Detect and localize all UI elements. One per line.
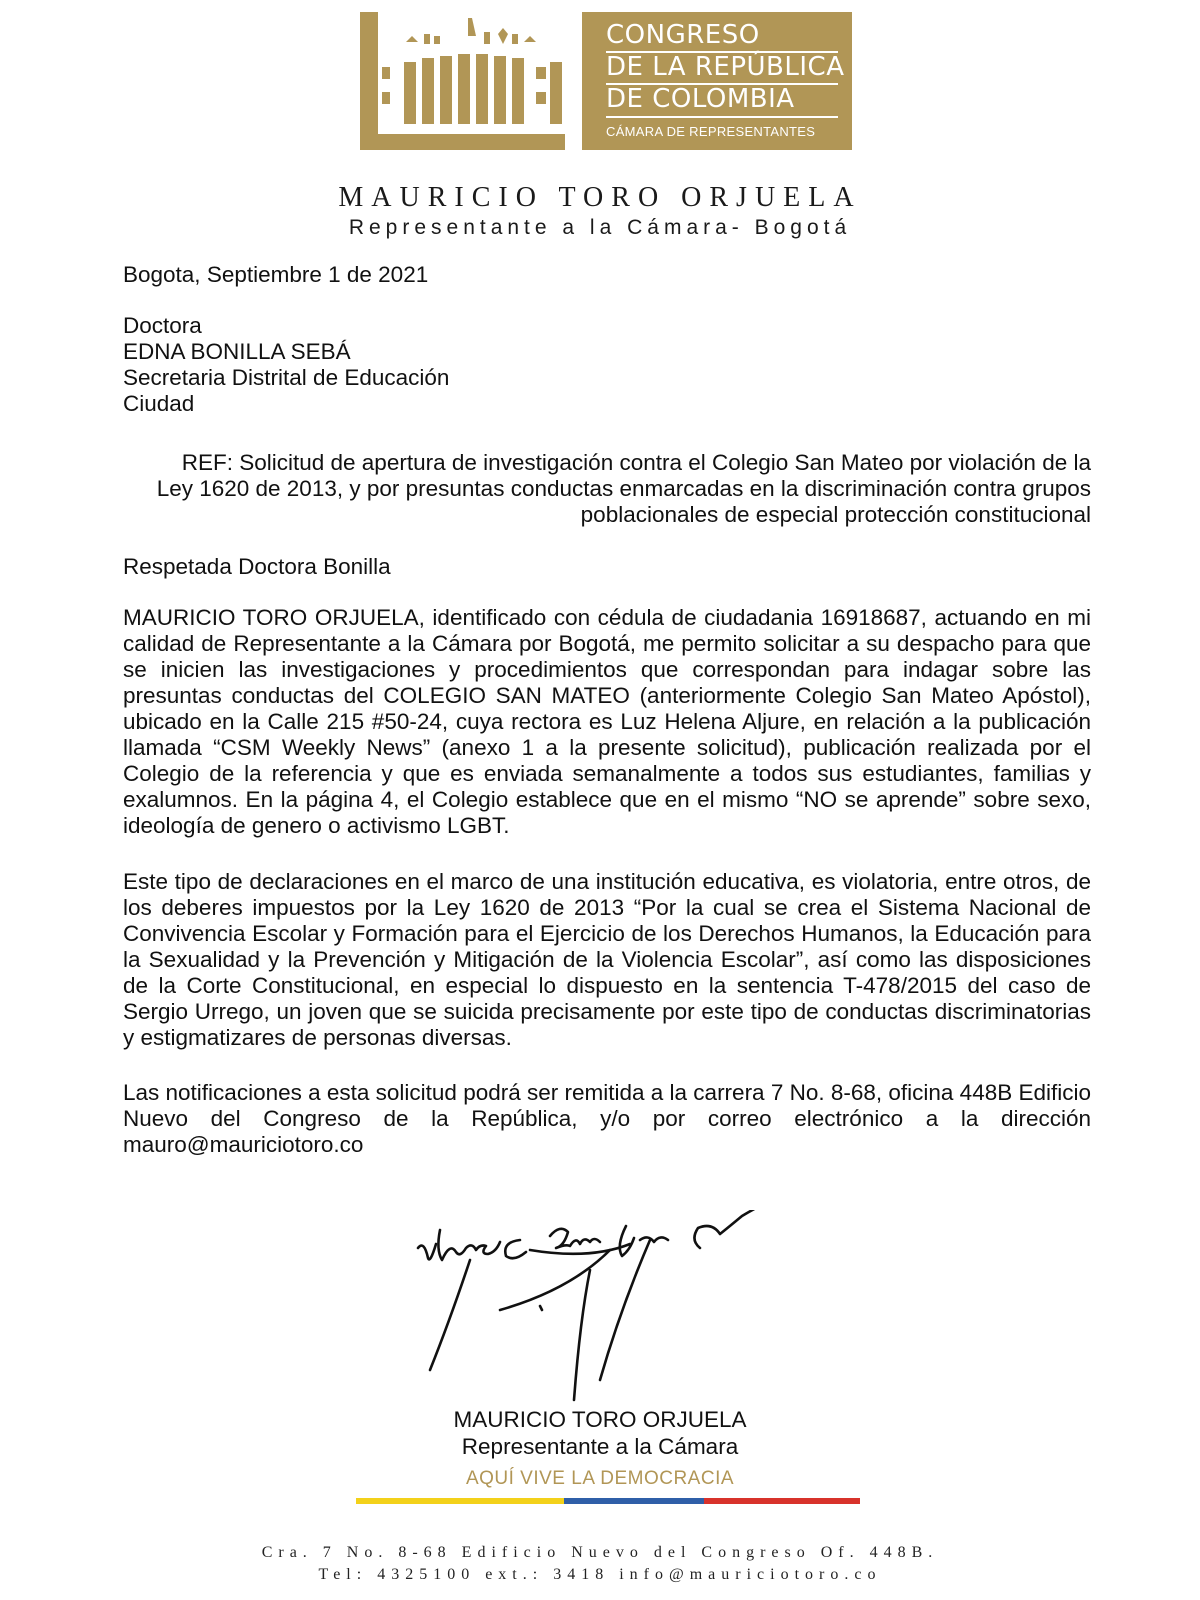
flag-blue-band: [564, 1498, 704, 1504]
logo-line-republica: DE LA REPÚBLICA: [606, 52, 845, 82]
logo-line-colombia: DE COLOMBIA: [606, 84, 795, 114]
body-paragraph: Este tipo de declaraciones en el marco de una institución educativa, es violatoria, entre otros, de los deberes impuestos por la Ley 1620 de 2013 “Por la cual se crea el Sistema Nacional de Convivencia Escolar y Formación para el Ejercicio de los Derechos Humanos, la Educación para la Sexualidad y la Prevención y Mitigación de la Violencia Escolar”, así como las disposiciones de la Corte Constitucional, en especial lo dispuesto en la sentencia T-478/2015 del caso de Sergio Urrego, un joven que se suicida precisamente por este tipo de conductas discriminatorias y estigmatizares de personas diversas.: [123, 869, 1091, 1050]
handwritten-signature: [400, 1210, 820, 1410]
body-paragraph: Las notificaciones a esta solicitud podrá ser remitida a la carrera 7 No. 8-68, oficina 448B Edificio Nuevo del Congreso de la República, y/o por correo electrónico a la dirección mauro@mauriciotoro.co: [123, 1080, 1092, 1157]
recipient-line: Ciudad: [123, 391, 195, 416]
congreso-logo: [360, 12, 852, 150]
footer-contact: Tel: 4325100 ext.: 3418 info@mauriciotoro.co: [318, 1566, 882, 1583]
signer-role: Representante a la Cámara: [461, 1434, 739, 1459]
signer-name: MAURICIO TORO ORJUELA: [453, 1407, 747, 1432]
slogan: AQUÍ VIVE LA DEMOCRACIA: [465, 1468, 735, 1489]
recipient-block: [123, 313, 1091, 417]
letterhead-name: MAURICIO TORO ORJUELA: [338, 182, 862, 213]
flag-yellow-band: [356, 1498, 564, 1504]
recipient-line: EDNA BONILLA SEBÁ: [123, 339, 351, 364]
footer-address: Cra. 7 No. 8-68 Edificio Nuevo del Congreso Of. 448B.: [261, 1544, 939, 1561]
flag-red-band: [704, 1498, 860, 1504]
logo-line-congreso: CONGRESO: [606, 20, 760, 50]
congreso-logo-box: [582, 12, 852, 150]
letterhead-title: Representante a la Cámara- Bogotá: [348, 216, 852, 239]
colombia-flag-stripe: [356, 1498, 860, 1504]
logo-divider: [606, 116, 838, 118]
salutation: Respetada Doctora Bonilla: [123, 554, 391, 579]
recipient-line: Secretaria Distrital de Educación: [123, 365, 450, 390]
reference-line: REF: Solicitud de apertura de investigación contra el Colegio San Mateo por violación de la Ley 1620 de 2013, y por presuntas conductas enmarcadas en la discriminación contra grupos poblacionales de especial protección constitucional: [156, 450, 1091, 527]
recipient-line: Doctora: [123, 313, 202, 338]
capitol-building-icon: [360, 12, 582, 150]
logo-subtitle: CÁMARA DE REPRESENTANTES: [606, 124, 816, 139]
letter-date: Bogota, Septiembre 1 de 2021: [123, 262, 429, 287]
body-paragraph: MAURICIO TORO ORJUELA, identificado con cédula de ciudadania 16918687, actuando en mi calidad de Representante a la Cámara por Bogotá, me permito solicitar a su despacho para que se inicien las investigaciones y procedimientos que correspondan para indagar sobre las presuntas conductas del COLEGIO SAN MATEO (anteriormente Colegio San Mateo Apóstol), ubicado en la Calle 215 #50-24, cuya rectora es Luz Helena Aljure, en relación a la publicación llamada “CSM Weekly News” (anexo 1 a la presente solicitud), publicación realizada por el Colegio de la referencia y que es enviada semanalmente a todos sus estudiantes, familias y exalumnos. En la página 4, el Colegio establece que en el mismo “NO se aprende” sobre sexo, ideología de genero o activismo LGBT.: [123, 605, 1091, 838]
